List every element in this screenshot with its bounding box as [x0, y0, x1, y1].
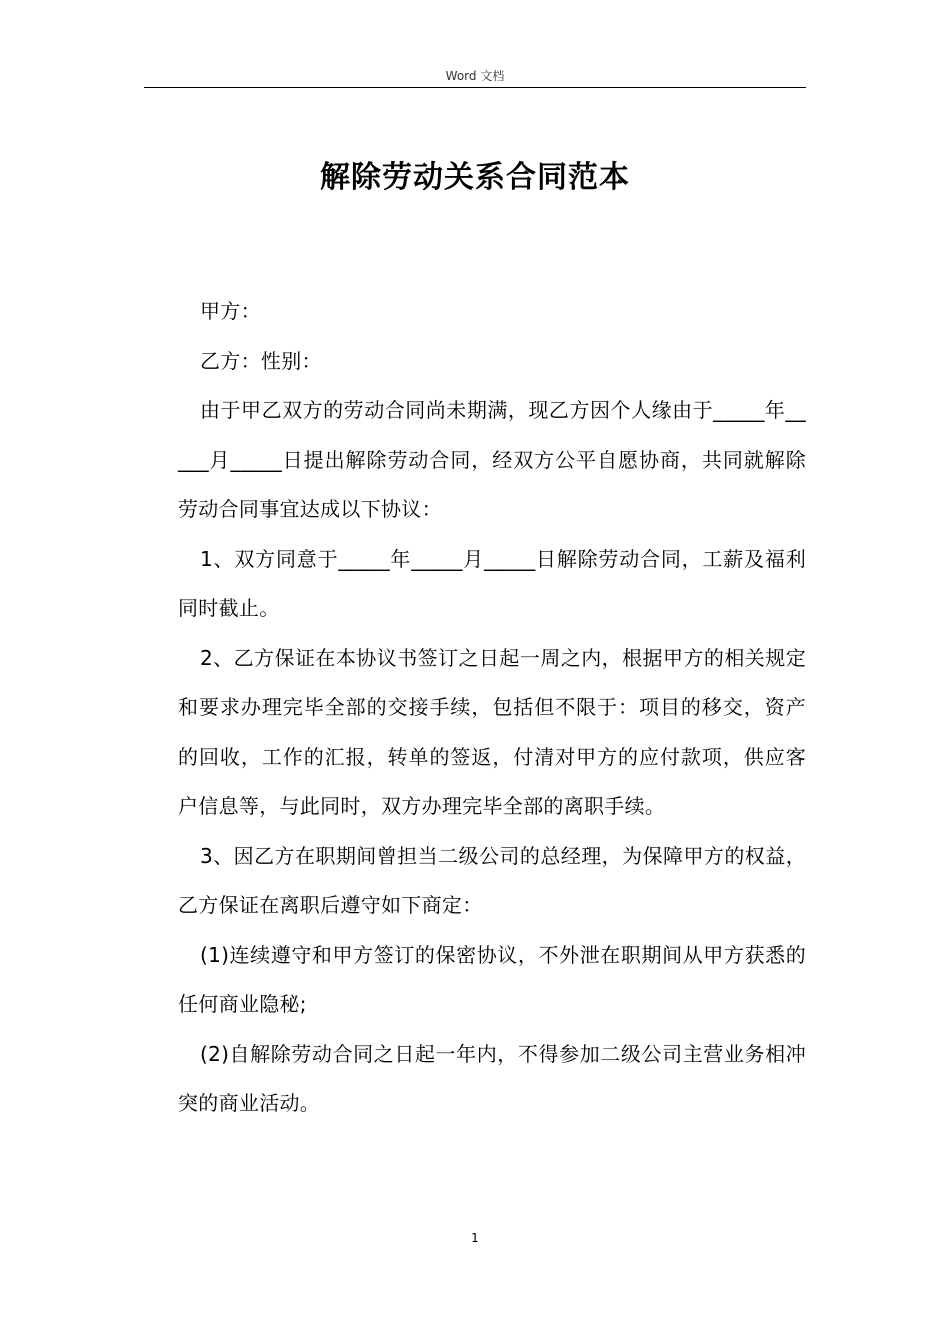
page-header: Word 文档 — [445, 69, 505, 83]
document-title: 解除劳动关系合同范本 — [320, 160, 630, 195]
intro-paragraph: 由于甲乙双方的劳动合同尚未期满，现乙方因个人缘由于_____年_____月_____日提出解除劳动合同，经双方公平自愿协商，共同就解除劳动合同事宜达成以下协议： — [178, 398, 806, 521]
clause-3: 3、因乙方在职期间曾担当二级公司的总经理，为保障甲方的权益，乙方保证在离职后遵守如下商定： — [178, 843, 806, 917]
header-divider — [144, 87, 806, 88]
clause-3-item-2: (2)自解除劳动合同之日起一年内，不得参加二级公司主营业务相冲突的商业活动。 — [178, 1041, 806, 1115]
party-b-line: 乙方：性别： — [200, 348, 322, 373]
document-body — [178, 287, 806, 1129]
clause-1: 1、双方同意于_____年_____月_____日解除劳动合同，工薪及福利同时截止。 — [178, 546, 806, 620]
clause-2: 2、乙方保证在本协议书签订之日起一周之内，根据甲方的相关规定和要求办理完毕全部的交接手续，包括但不限于：项目的移交，资产的回收，工作的汇报，转单的签返，付清对甲方的应付款项，供应客户信息等，与此同时，双方办理完毕全部的离职手续。 — [178, 645, 806, 818]
clause-3-item-1: (1)连续遵守和甲方签订的保密协议，不外泄在职期间从甲方获悉的任何商业隐秘; — [178, 942, 806, 1016]
party-a-line: 甲方： — [200, 299, 261, 323]
page-number: 1 — [471, 1231, 479, 1245]
